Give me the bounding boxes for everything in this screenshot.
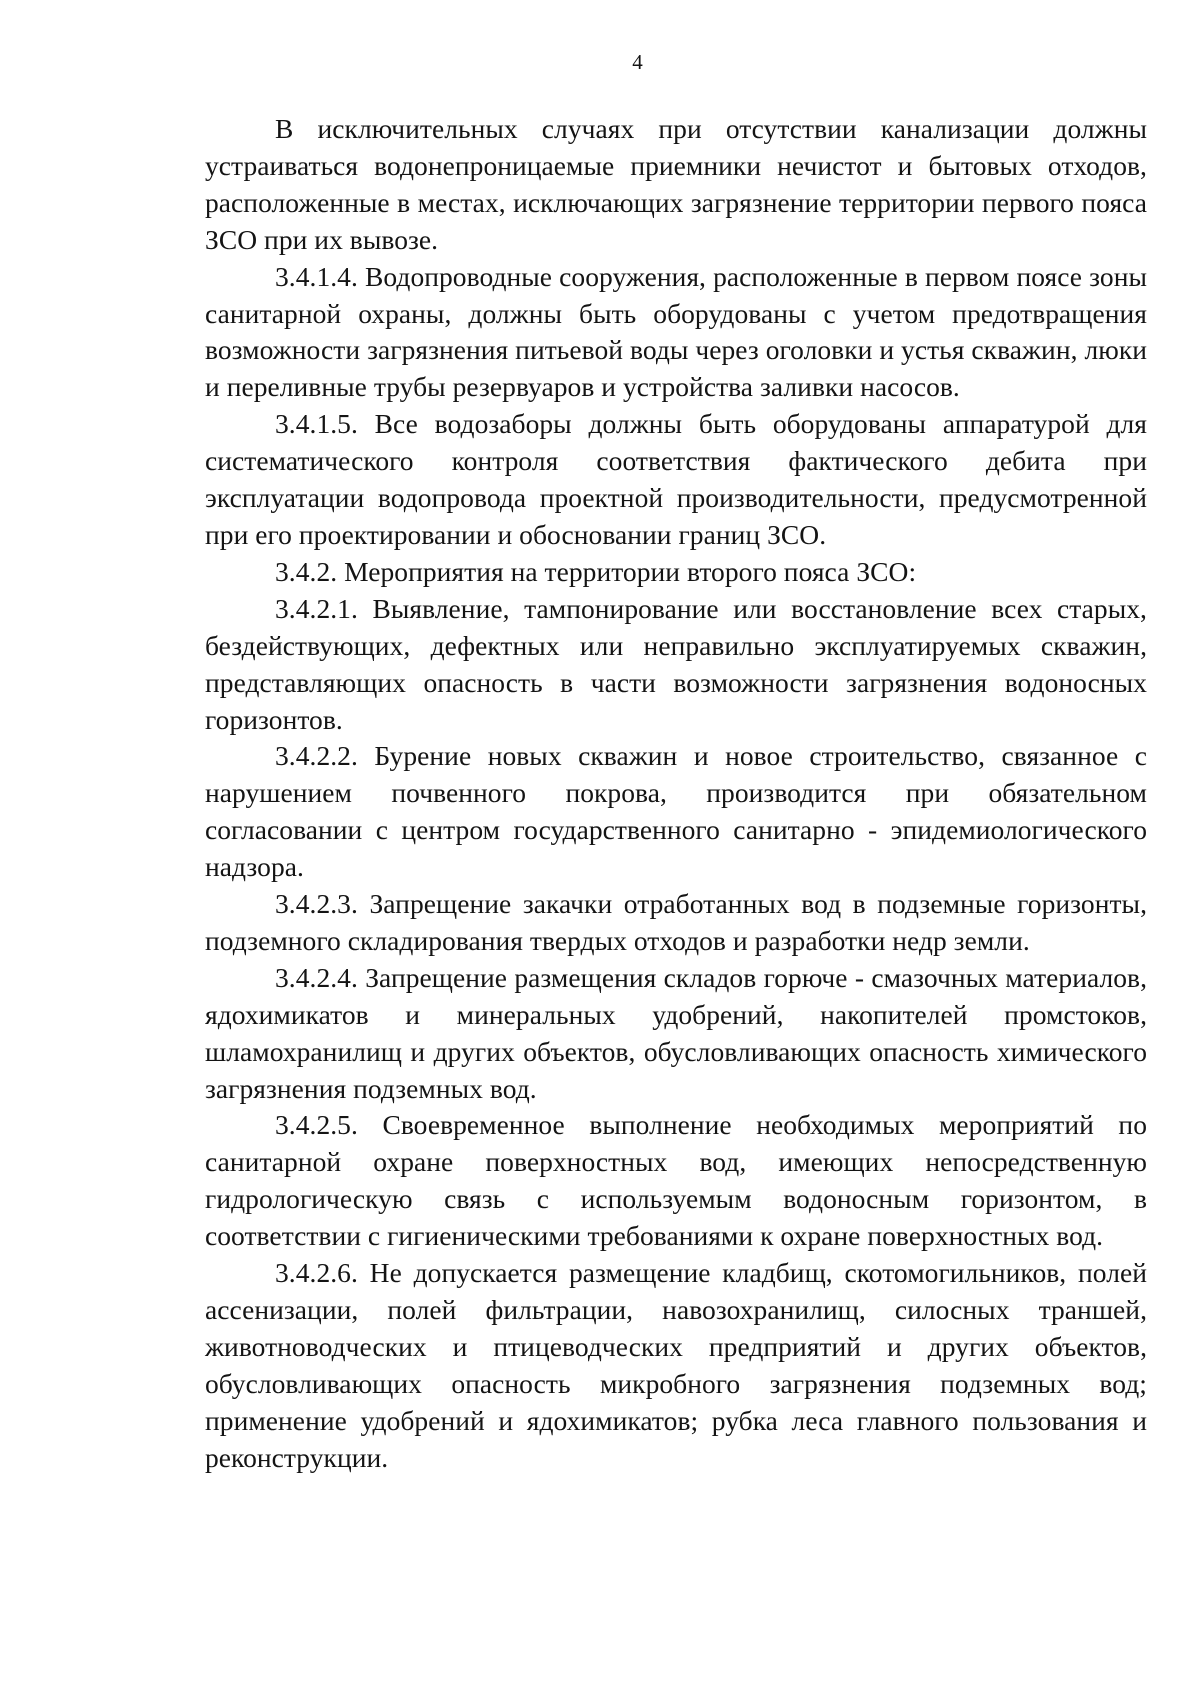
paragraph-3-4-2-heading: 3.4.2. Мероприятия на территории второго пояса ЗСО: bbox=[275, 555, 917, 587]
paragraph-sewage-receivers: В исключительных случаях при отсутствии канализации должны устраиваться водонепроницаемые приемники нечистот и бытовых отходов, расположенные в местах, исключающих загрязнение территории первого пояса ЗСО при их вывозе. bbox=[205, 113, 1147, 255]
paragraph-3-4-2-1: 3.4.2.1. Выявление, тампонирование или восстановление всех старых, бездействующих, дефектных или неправильно эксплуатируемых скважин, представляющих опасность в части возможности загрязнения водоносных горизонтов. bbox=[205, 592, 1147, 735]
paragraph-3-4-1-5: 3.4.1.5. Все водозаборы должны быть оборудованы аппаратурой для систематического контроля соответствия фактического дебита при эксплуатации водопровода проектной производительности, предусмотренной при его проектировании и обосновании границ ЗСО. bbox=[205, 408, 1147, 550]
paragraph-3-4-2-6: 3.4.2.6. Не допускается размещение кладбищ, скотомогильников, полей ассенизации, полей фильтрации, навозохранилищ, силосных траншей, животноводческих и птицеводческих предприятий и других объектов, обусловливающих опасность микробного загрязнения подземных вод; применение удобрений и ядохимикатов; рубка леса главного пользования и реконструкции. bbox=[205, 1257, 1147, 1473]
paragraph-3-4-1-4: 3.4.1.4. Водопроводные сооружения, расположенные в первом поясе зоны санитарной охраны, должны быть оборудованы с учетом предотвращения возможности загрязнения питьевой воды через оголовки и устья скважин, люки и переливные трубы резервуаров и устройства заливки насосов. bbox=[205, 260, 1147, 403]
document-body bbox=[205, 111, 1147, 1477]
paragraph-3-4-2-5: 3.4.2.5. Своевременное выполнение необходимых мероприятий по санитарной охране поверхностных вод, имеющих непосредственную гидрологическую связь с используемым водоносным горизонтом, в соответствии с гигиеническими требованиями к охране поверхностных вод. bbox=[205, 1109, 1147, 1252]
page-number: 4 bbox=[632, 50, 643, 74]
paragraph-3-4-2-3: 3.4.2.3. Запрещение закачки отработанных вод в подземные горизонты, подземного складирования твердых отходов и разработки недр земли. bbox=[205, 888, 1147, 956]
paragraph-3-4-2-2: 3.4.2.2. Бурение новых скважин и новое строительство, связанное с нарушением почвенного покрова, производится при обязательном согласовании с центром государственного санитарно - эпидемиологического надзора. bbox=[205, 740, 1147, 883]
paragraph-3-4-2-4: 3.4.2.4. Запрещение размещения складов горюче - смазочных материалов, ядохимикатов и минеральных удобрений, накопителей промстоков, шламохранилищ и других объектов, обусловливающих опасность химического загрязнения подземных вод. bbox=[205, 961, 1147, 1104]
